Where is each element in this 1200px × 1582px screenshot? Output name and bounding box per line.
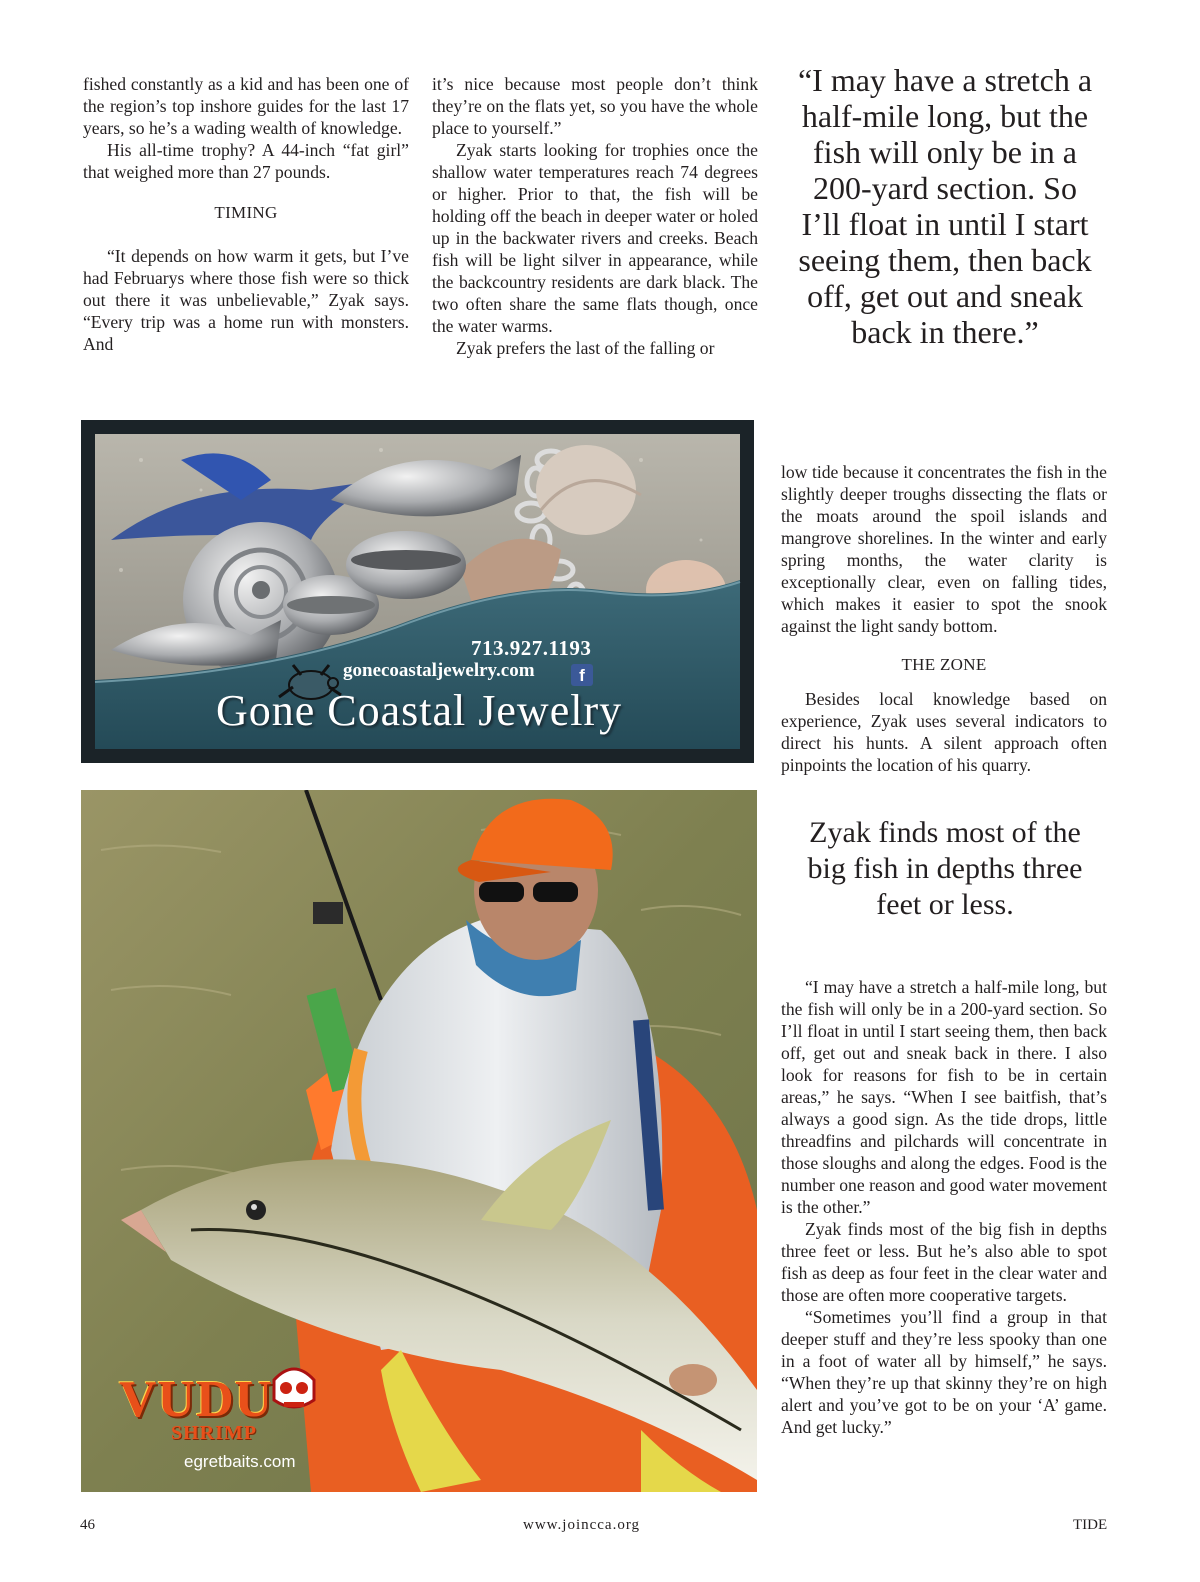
- paragraph: “Sometimes you’ll find a group in that deeper stuff and they’re less spooky than one in a foot of water all by himself,” he says. “When they’re up that skinny they’re on high alert and you’ve got to be on your ‘A’ game. And get lucky.”: [781, 1307, 1107, 1437]
- section-heading-the-zone: THE ZONE: [901, 655, 987, 674]
- skull-icon: [274, 1369, 314, 1407]
- angler-snook-photo: [81, 790, 757, 1492]
- paragraph: Besides local knowledge based on experience, Zyak uses several indicators to direct his hunts. A silent approach often pinpoints the location of his quarry.: [781, 689, 1107, 775]
- paragraph: Zyak finds most of the big fish in depths three feet or less. But he’s also able to spot fish as deep as four feet in the clear water and those are often more cooperative targets.: [781, 1219, 1107, 1305]
- article-column-1: [83, 73, 409, 355]
- pull-quote-middle: Zyak finds most of the big fish in depths three feet or less.: [807, 816, 1083, 921]
- article-column-2: [432, 73, 758, 359]
- pull-quote-top: “I may have a stretch a half-mile long, but the fish will only be in a 200-yard section. So I’ll float in until I start seeing them, then back off, get out and sneak back in there.”: [797, 62, 1093, 350]
- paragraph: “I may have a stretch a half-mile long, but the fish will only be in a 200-yard section. So I’ll float in until I start seeing them, then back off, get out and sneak back in there. I also look for reasons for fish to be in certain areas,” he says. “When I see baitfish, that’s always a good sign. As the tide drops, little threadfins and pilchards will concentrate in those sloughs and along the edges. Food is the number one reason and good water movement is the other.”: [781, 977, 1107, 1217]
- footer-website: www.joincca.org: [523, 1517, 641, 1533]
- article-column-3-upper: [781, 461, 1107, 776]
- ad-phone-number: 713.927.1193: [471, 636, 592, 660]
- paragraph: it’s nice because most people don’t think they’re on the flats yet, so you have the whole place to yourself.”: [432, 74, 758, 138]
- vudu-brand-subtitle: SHRIMP: [171, 1422, 257, 1444]
- paragraph: low tide because it concentrates the fish in the slightly deeper troughs dissecting the flats or the moats around the spoil islands and mangrove shorelines. In the winter and early spring months, the water clarity is exceptionally clear, even on falling tides, which makes it easier to spot the snook against the light sandy bottom.: [781, 462, 1107, 636]
- vudu-brand-logo: VUDU: [119, 1371, 274, 1428]
- paragraph: Zyak prefers the last of the falling or: [456, 338, 715, 358]
- paragraph: His all-time trophy? A 44-inch “fat girl” that weighed more than 27 pounds.: [83, 140, 409, 182]
- facebook-icon: f: [571, 664, 593, 686]
- section-heading-timing: TIMING: [214, 203, 278, 222]
- ad-website: gonecoastaljewelry.com: [343, 660, 535, 681]
- paragraph: “It depends on how warm it gets, but I’ve had Februarys where those fish were so thick out there it was unbelievable,” Zyak says. “Every trip was a home run with monsters. And: [83, 246, 409, 354]
- paragraph: fished constantly as a kid and has been one of the region’s top inshore guides for the last 17 years, so he’s a wading wealth of knowledge.: [83, 74, 409, 138]
- page-number: 46: [80, 1517, 95, 1533]
- ad-brand-name: Gone Coastal Jewelry: [216, 686, 623, 735]
- paragraph: Zyak starts looking for trophies once the shallow water temperatures reach 74 degrees or higher. Prior to that, the fish will be holding off the beach in deeper water or holed up in the backwater rivers and creeks. Beach fish will be light silver in appearance, while the backcountry residents are dark black. The two often share the same flats though, once the water warms.: [432, 140, 758, 336]
- magazine-name: TIDE: [1073, 1517, 1108, 1533]
- article-column-3-lower: [781, 976, 1107, 1438]
- photo-website: egretbaits.com: [184, 1452, 296, 1471]
- jewelry-advertisement: [81, 420, 754, 763]
